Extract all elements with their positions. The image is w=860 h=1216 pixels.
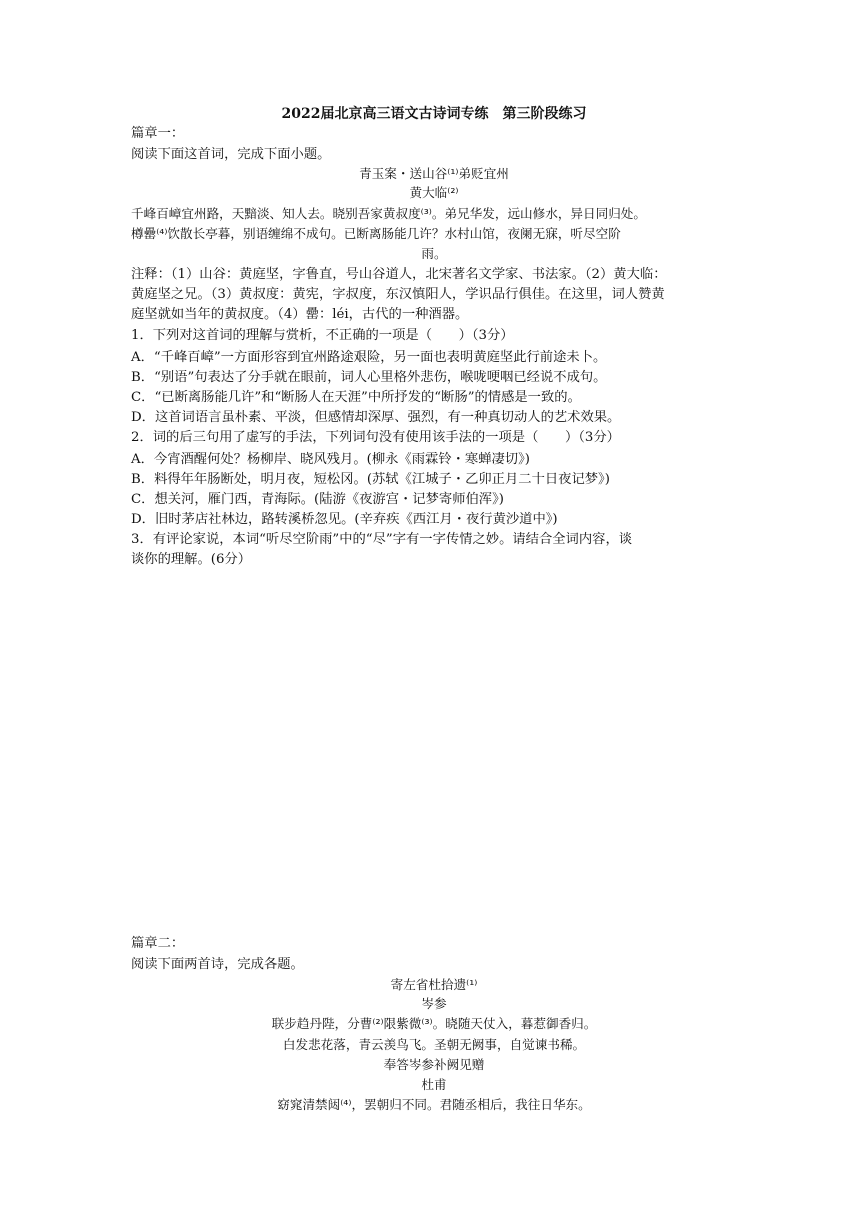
question-3-cont: 谈你的理解。(6分） — [131, 552, 252, 567]
poem1-author: 岑参 — [421, 996, 447, 1011]
poem-line: 千峰百嶂宜州路，天黯淡、知人去。晓别吾家黄叔度⁽³⁾。弟兄华发，远山修水，异日同归处。 — [131, 206, 646, 221]
question-2: 2．词的后三句用了虚写的手法，下列词句没有使用该手法的一项是（ ）（3分） — [131, 430, 620, 445]
q2-option-a: A．今宵酒醒何处？杨柳岸、晓风残月。(柳永《雨霖铃・寒蝉凄切》) — [131, 452, 530, 467]
poem1-line: 联步趋丹陛，分曹⁽²⁾限紫微⁽³⁾。晓随天仗入，暮惹御香归。 — [271, 1016, 597, 1031]
q2-option-d: D．旧时茅店社林边，路转溪桥忽见。(辛弃疾《西江月・夜行黄沙道中》) — [131, 512, 558, 527]
section1-heading: 篇章一： — [131, 126, 185, 141]
poem-line: 雨。 — [421, 246, 447, 261]
section2-heading: 篇章二： — [131, 936, 185, 951]
q1-option-b: B．“别语”句表达了分手就在眼前，词人心里格外悲伤，喉咙哽咽已经说不成句。 — [131, 370, 607, 385]
notes-line: 注释：（1）山谷：黄庭坚，字鲁直，号山谷道人，北宋著名文学家、书法家。（2）黄大临： — [131, 267, 667, 282]
notes-line: 黄庭坚之兄。（3）黄叔度：黄宪，字叔度，东汉慎阳人，学识品行俱佳。在这里，词人赞黄 — [131, 287, 665, 302]
poem-title: 青玉案・送山谷⁽¹⁾弟贬宜州 — [359, 166, 509, 181]
q1-option-d: D．这首词语言虽朴素、平淡，但感情却深厚、强烈，有一种真切动人的艺术效果。 — [131, 410, 621, 425]
section2-instruction: 阅读下面两首诗，完成各题。 — [131, 957, 304, 972]
poem2-author: 杜甫 — [421, 1077, 447, 1092]
notes-line: 庭坚就如当年的黄叔度。（4）罍：léi，古代的一种酒器。 — [131, 307, 469, 322]
q1-option-a: A．“千峰百嶂”一方面形容到宜州路途艰险，另一面也表明黄庭坚此行前途未卜。 — [131, 350, 607, 365]
section1-instruction: 阅读下面这首词，完成下面小题。 — [131, 147, 331, 162]
poem1-title: 寄左省杜拾遗⁽¹⁾ — [390, 977, 478, 992]
question-3: 3．有评论家说，本词“听尽空阶雨”中的“尽”字有一字传情之妙。请结合全词内容，谈 — [131, 532, 633, 547]
poem1-line: 白发悲花落，青云羡鸟飞。圣朝无阙事，自觉谏书稀。 — [282, 1037, 586, 1052]
poem2-title: 奉答岑参补阙见赠 — [383, 1057, 485, 1072]
poem2-line: 窈窕清禁闼⁽⁴⁾，罢朝归不同。君随丞相后，我往日华东。 — [277, 1097, 591, 1112]
q2-option-c: C．想关河，雁门西，青海际。(陆游《夜游宫・记梦寄师伯浑》) — [131, 492, 504, 507]
q1-option-c: C．“已断离肠能几许”和“断肠人在天涯”中所抒发的“断肠”的情感是一致的。 — [131, 390, 581, 405]
question-1: 1．下列对这首词的理解与赏析，不正确的一项是（ ）（3分） — [131, 328, 514, 343]
q2-option-b: B．料得年年肠断处，明月夜，短松冈。(苏轼《江城子・乙卯正月二十日夜记梦》) — [131, 472, 610, 487]
page-title: 2022届北京高三语文古诗词专练 第三阶段练习 — [281, 106, 587, 122]
poem-author: 黄大临⁽²⁾ — [409, 185, 459, 200]
poem-line: 樽罍⁽⁴⁾饮散长亭暮，别语缠绵不成句。已断离肠能几许？水村山馆，夜阑无寐，听尽空阶 — [131, 226, 621, 241]
